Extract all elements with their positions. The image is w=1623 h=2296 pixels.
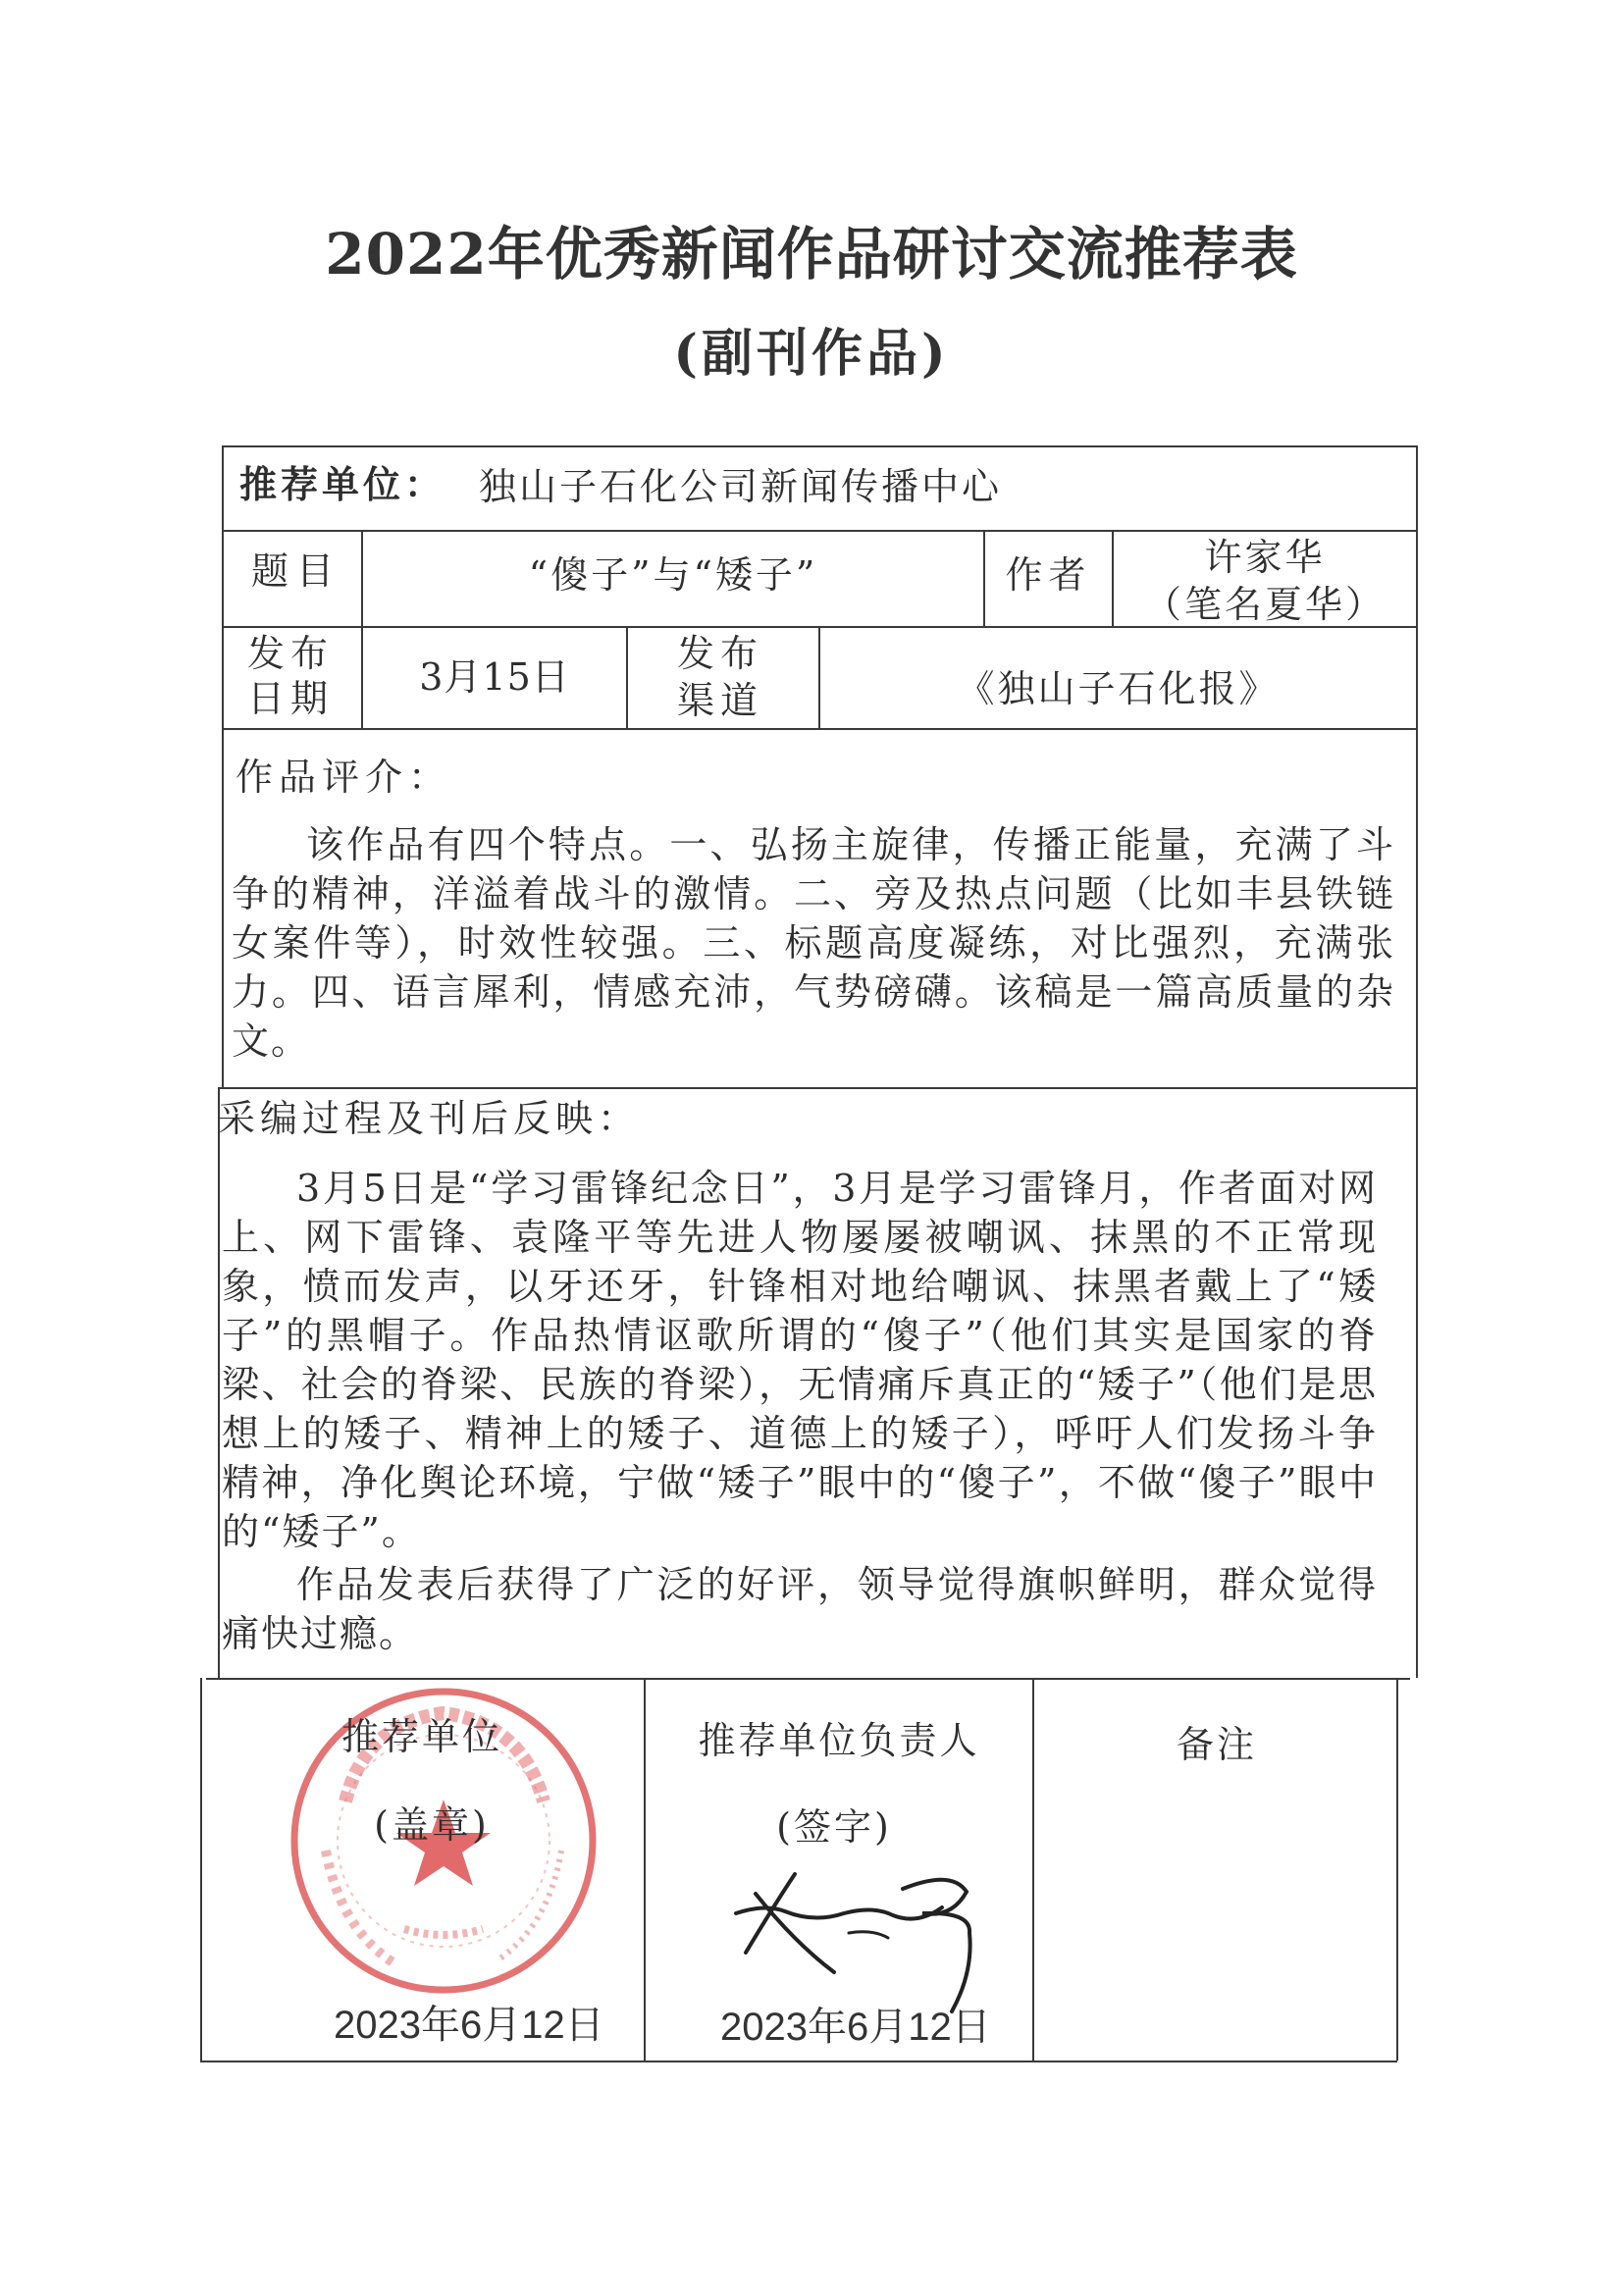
sign-label: (签字) [776, 1805, 892, 1849]
table-rule [222, 728, 1418, 730]
author-label: 作者 [1005, 553, 1092, 597]
table-border-left [200, 1678, 202, 2061]
publish-date-value: 3月15日 [419, 655, 570, 699]
table-border-left [218, 1087, 220, 1678]
document-subtitle: (副刊作品) [673, 324, 950, 384]
evaluation-text: 该作品有四个特点。一、弘扬主旋律，传播正能量，充满了斗争的精神，洋溢着战斗的激情。二、旁及热点问题（比如丰县铁链女案件等），时效性较强。三、标题高度凝练，对比强烈，充满张力。四、语言犀利，情感充沛，气势磅礴。该稿是一篇高质量的杂文。 [232, 823, 1395, 1063]
table-rule [1032, 1678, 1034, 2061]
table-rule [644, 1678, 646, 2061]
channel-value: 《独山子石化报》 [957, 667, 1280, 710]
leader-date: 2023年6月12日 [720, 2006, 991, 2049]
table-rule [222, 530, 1418, 532]
recommender-label: 推荐单位： [239, 462, 446, 506]
table-border-left [222, 445, 224, 1087]
publish-date-label: 发布 [247, 632, 335, 675]
remark-label: 备注 [1176, 1723, 1257, 1766]
table-border-right [1416, 445, 1418, 1678]
author-name: 许家华 [1204, 536, 1326, 579]
unit-label: 推荐单位 [340, 1715, 502, 1758]
topic-label: 题目 [251, 549, 342, 593]
table-rule [626, 626, 628, 728]
channel-label: 发布 [677, 632, 764, 675]
table-rule [220, 1087, 1418, 1089]
process-paragraph-1: 3月5日是“学习雷锋纪念日”，3月是学习雷锋月，作者面对网上、网下雷锋、袁隆平等先进人物屡屡被嘲讽、抹黑的不正常现象，愤而发声，以牙还牙，针锋相对地给嘲讽、抹黑者戴上了“矮子”的黑帽子。作品热情讴歌所谓的“傻子”（他们其实是国家的脊梁、社会的脊梁、民族的脊梁），无情痛斥真正的“矮子”（他们是思想上的矮子、精神上的矮子、道德上的矮子），呼吁人们发扬斗争精神，净化舆论环境，宁做“矮子”眼中的“傻子”，不做“傻子”眼中的“矮子”。 [222, 1167, 1378, 1553]
recommender-value: 独山子石化公司新闻传播中心 [479, 465, 1003, 508]
unit-date: 2023年6月12日 [334, 2004, 604, 2047]
process-heading: 采编过程及刊后反映： [218, 1097, 641, 1140]
table-border-bottom [200, 2061, 1397, 2062]
seal-label: (盖章) [374, 1803, 490, 1847]
leader-label: 推荐单位负责人 [698, 1719, 980, 1762]
table-rule [206, 1678, 1410, 1680]
publish-date-label: 日期 [247, 677, 335, 720]
table-border-top [222, 445, 1418, 447]
topic-value: “傻子”与“矮子” [528, 553, 818, 597]
table-border-right [1396, 1678, 1398, 2061]
evaluation-heading: 作品评介： [236, 756, 452, 799]
channel-label: 渠道 [677, 679, 764, 722]
process-paragraph-2: 作品发表后获得了广泛的好评，领导觉得旗帜鲜明，群众觉得痛快过瘾。 [222, 1563, 1378, 1655]
document-title: 2022年优秀新闻作品研讨交流推荐表 [325, 221, 1298, 287]
author-pen-name: （笔名夏华） [1143, 583, 1386, 626]
